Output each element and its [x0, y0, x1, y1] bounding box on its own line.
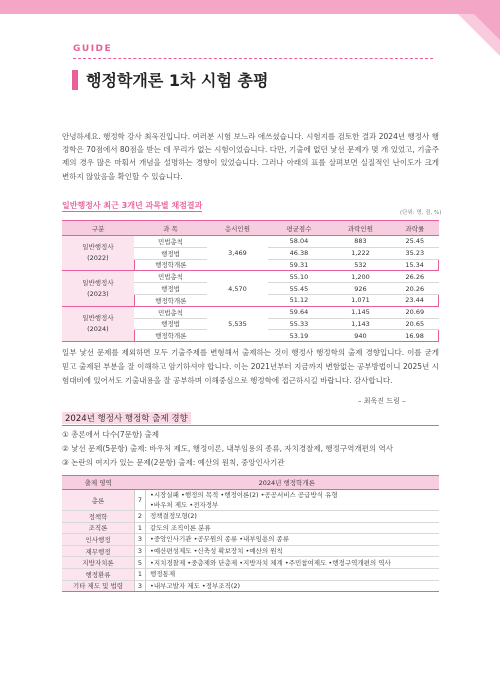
- count-cell: 3: [135, 534, 146, 546]
- avg-cell: 55.33: [268, 318, 330, 330]
- fail-cell: 926: [330, 283, 392, 295]
- score-table: [62, 220, 439, 342]
- table-row: [62, 522, 439, 534]
- title-marker: [72, 70, 78, 90]
- topic-line: 행정통제: [150, 570, 176, 579]
- top-color-bar: [0, 0, 500, 14]
- topics-cell: [146, 511, 440, 523]
- page-title: 행정학개론 1차 시험 총평: [86, 71, 269, 90]
- fail-cell: 1,200: [330, 271, 392, 283]
- applicants-cell: 4,570: [207, 271, 269, 306]
- avg-cell: 58.04: [268, 236, 330, 248]
- col-header: 2024년 행정학개론: [135, 476, 440, 490]
- topic-line: •바우처 제도 •전자정부: [150, 501, 219, 509]
- group-label-line: 일반행정사: [82, 313, 114, 322]
- subject-cell: 민법총칙: [134, 271, 206, 283]
- trend-table: [62, 475, 439, 592]
- group-label: [62, 236, 134, 271]
- topics-cell: [146, 522, 440, 534]
- score-table-heading: 일반행정사 최근 3개년 과목별 채점결과: [62, 201, 203, 210]
- topics-cell: [146, 490, 440, 511]
- closing-paragraph: 일부 낯선 문제를 제외하면 모두 기출주제를 변형해서 출제하는 것이 행정사 행정학의 출제 경향입니다. 이를 굳게 믿고 출제된 부분을 잘 이해하고 암기하셔야 합니다. 이는 2021년부터 지금까지 변함없는 공부방법이니 2025년 시험대비에 있어서도 기출내용을 잘 공부하며 이해중심으로 행정학에 접근하시길 바랍니다. 감사합니다.: [62, 348, 439, 385]
- count-cell: 1: [135, 568, 146, 580]
- trend-point: ① 총론에서 다수(7문항) 출제: [62, 430, 159, 439]
- col-header: 출제 영역: [62, 476, 135, 490]
- signature: – 최욱진 드림 –: [358, 397, 406, 405]
- subject-cell: 행정학개론: [134, 259, 206, 271]
- col-header: 과락인원: [330, 221, 392, 236]
- group-year: (2022): [87, 254, 109, 263]
- count-cell: 5: [135, 557, 146, 569]
- rate-cell: 20.65: [391, 318, 438, 330]
- unit-note: (단위: 명, 점, %): [400, 210, 442, 216]
- avg-cell: 55.45: [268, 283, 330, 295]
- table-row: [62, 580, 439, 592]
- topics-cell: [146, 534, 440, 546]
- fail-cell: 532: [330, 259, 392, 271]
- table-row: [62, 306, 439, 318]
- rate-cell: 15.34: [391, 259, 438, 271]
- group-year: (2024): [87, 324, 109, 333]
- subject-cell: 행정법: [134, 247, 206, 259]
- topic-line: •예산편성제도 •신축성 확보장치 •예산의 원칙: [150, 547, 283, 556]
- fail-cell: 883: [330, 236, 392, 248]
- area-cell: 행정환류: [62, 568, 135, 580]
- rate-cell: 16.98: [391, 330, 438, 342]
- avg-cell: 51.12: [268, 294, 330, 306]
- applicants-cell: 3,469: [207, 236, 269, 271]
- avg-cell: 59.31: [268, 259, 330, 271]
- group-label: [62, 271, 134, 306]
- rate-cell: 26.26: [391, 271, 438, 283]
- topic-line: •지치경찰제 •중층제와 단층제 •지방자치 체계 •주민참여제도 •행정구역개편의 역사: [150, 558, 391, 567]
- table-row: [62, 545, 439, 557]
- trend-point: ② 낯선 문제(5문항) 출제: 바우처 제도, 행정이론, 내부임용의 종류, 자치경찰제, 행정구역개편의 역사: [62, 444, 393, 453]
- col-header: 응시인원: [207, 221, 269, 236]
- corner-decoration: [440, 14, 500, 56]
- subject-cell: 행정학개론: [134, 330, 206, 342]
- count-cell: 3: [135, 580, 146, 592]
- group-year: (2023): [87, 289, 109, 298]
- subject-cell: 행정법: [134, 318, 206, 330]
- table-row: [62, 490, 439, 511]
- rate-cell: 20.26: [391, 283, 438, 295]
- trend-heading-text: 2024년 행정사 행정학 출제 경향: [62, 412, 191, 424]
- area-cell: 조직론: [62, 522, 135, 534]
- avg-cell: 55.10: [268, 271, 330, 283]
- applicants-cell: 5,535: [207, 306, 269, 341]
- trend-points: [62, 428, 393, 470]
- col-header: 과 목: [134, 221, 206, 236]
- subject-cell: 행정학개론: [134, 294, 206, 306]
- fail-cell: 1,071: [330, 294, 392, 306]
- intro-paragraph: 안녕하세요. 행정학 강사 최욱진입니다. 여러분 시험 보느라 애쓰셨습니다. 시험지를 검토한 결과 2024년 행정사 행정학은 70점에서 80점을 받는 데 무리가 없는 시험이었습니다. 다만, 기출에 없던 낯선 문제가 몇 개 있었고, 기출주제의 경우 많은 마훠서 개념을 설명하는 경향이 있었습니다. 그러나 아래의 표를 살펴보면 실질적인 난이도가 크게 변하지 않았음을 확인할 수 있습니다.: [62, 132, 439, 181]
- table-row: [62, 534, 439, 546]
- avg-cell: 46.38: [268, 247, 330, 259]
- trend-point: ③ 논란의 여지가 있는 문제(2문항) 출제: 예산의 원칙, 중앙인사기관: [62, 458, 285, 467]
- count-cell: 7: [135, 490, 146, 511]
- area-cell: 기타 제도 및 법령: [62, 580, 135, 592]
- topics-cell: [146, 568, 440, 580]
- count-cell: 2: [135, 511, 146, 523]
- guide-divider: [73, 58, 433, 59]
- area-cell: 재무행정: [62, 545, 135, 557]
- avg-cell: 53.19: [268, 330, 330, 342]
- topics-cell: [146, 580, 440, 592]
- topic-line: •시장실패 •행정의 목적 •행정이론(2) •공공서비스 공급방식 유형: [150, 491, 338, 499]
- area-cell: 총론: [62, 490, 135, 511]
- area-cell: 지방자치론: [62, 557, 135, 569]
- area-cell: 정책학: [62, 511, 135, 523]
- table-row: [62, 271, 439, 283]
- table-row: [62, 236, 439, 248]
- fail-cell: 1,143: [330, 318, 392, 330]
- fail-cell: 940: [330, 330, 392, 342]
- subject-cell: 민법총칙: [134, 306, 206, 318]
- topic-line: 정책결정모형(2): [150, 512, 197, 521]
- table-row: [62, 511, 439, 523]
- subject-cell: 행정법: [134, 283, 206, 295]
- area-cell: 인사행정: [62, 534, 135, 546]
- topics-cell: [146, 557, 440, 569]
- rate-cell: 20.69: [391, 306, 438, 318]
- trend-heading: [62, 412, 439, 426]
- topic-line: •내부고발자 제도 •정부조직(2): [150, 581, 241, 590]
- fail-cell: 1,145: [330, 306, 392, 318]
- avg-cell: 59.64: [268, 306, 330, 318]
- guide-label: GUIDE: [73, 44, 113, 54]
- col-header: 과락률: [391, 221, 438, 236]
- topics-cell: [146, 545, 440, 557]
- topic-line: 같도의 조직이론 분류: [150, 523, 211, 532]
- table-row: [62, 557, 439, 569]
- count-cell: 3: [135, 545, 146, 557]
- group-label: [62, 306, 134, 341]
- group-label-line: 일반행정사: [82, 278, 114, 287]
- count-cell: 1: [135, 522, 146, 534]
- col-header: 평균점수: [268, 221, 330, 236]
- fail-cell: 1,222: [330, 247, 392, 259]
- group-label-line: 일반행정사: [82, 243, 114, 252]
- rate-cell: 35.23: [391, 247, 438, 259]
- subject-cell: 민법총칙: [134, 236, 206, 248]
- rate-cell: 23.44: [391, 294, 438, 306]
- col-header: 구분: [62, 221, 134, 236]
- rate-cell: 25.45: [391, 236, 438, 248]
- table-row: [62, 568, 439, 580]
- topic-line: •중앙인사기관 •공무원의 종류 •내부임용의 종류: [150, 535, 290, 544]
